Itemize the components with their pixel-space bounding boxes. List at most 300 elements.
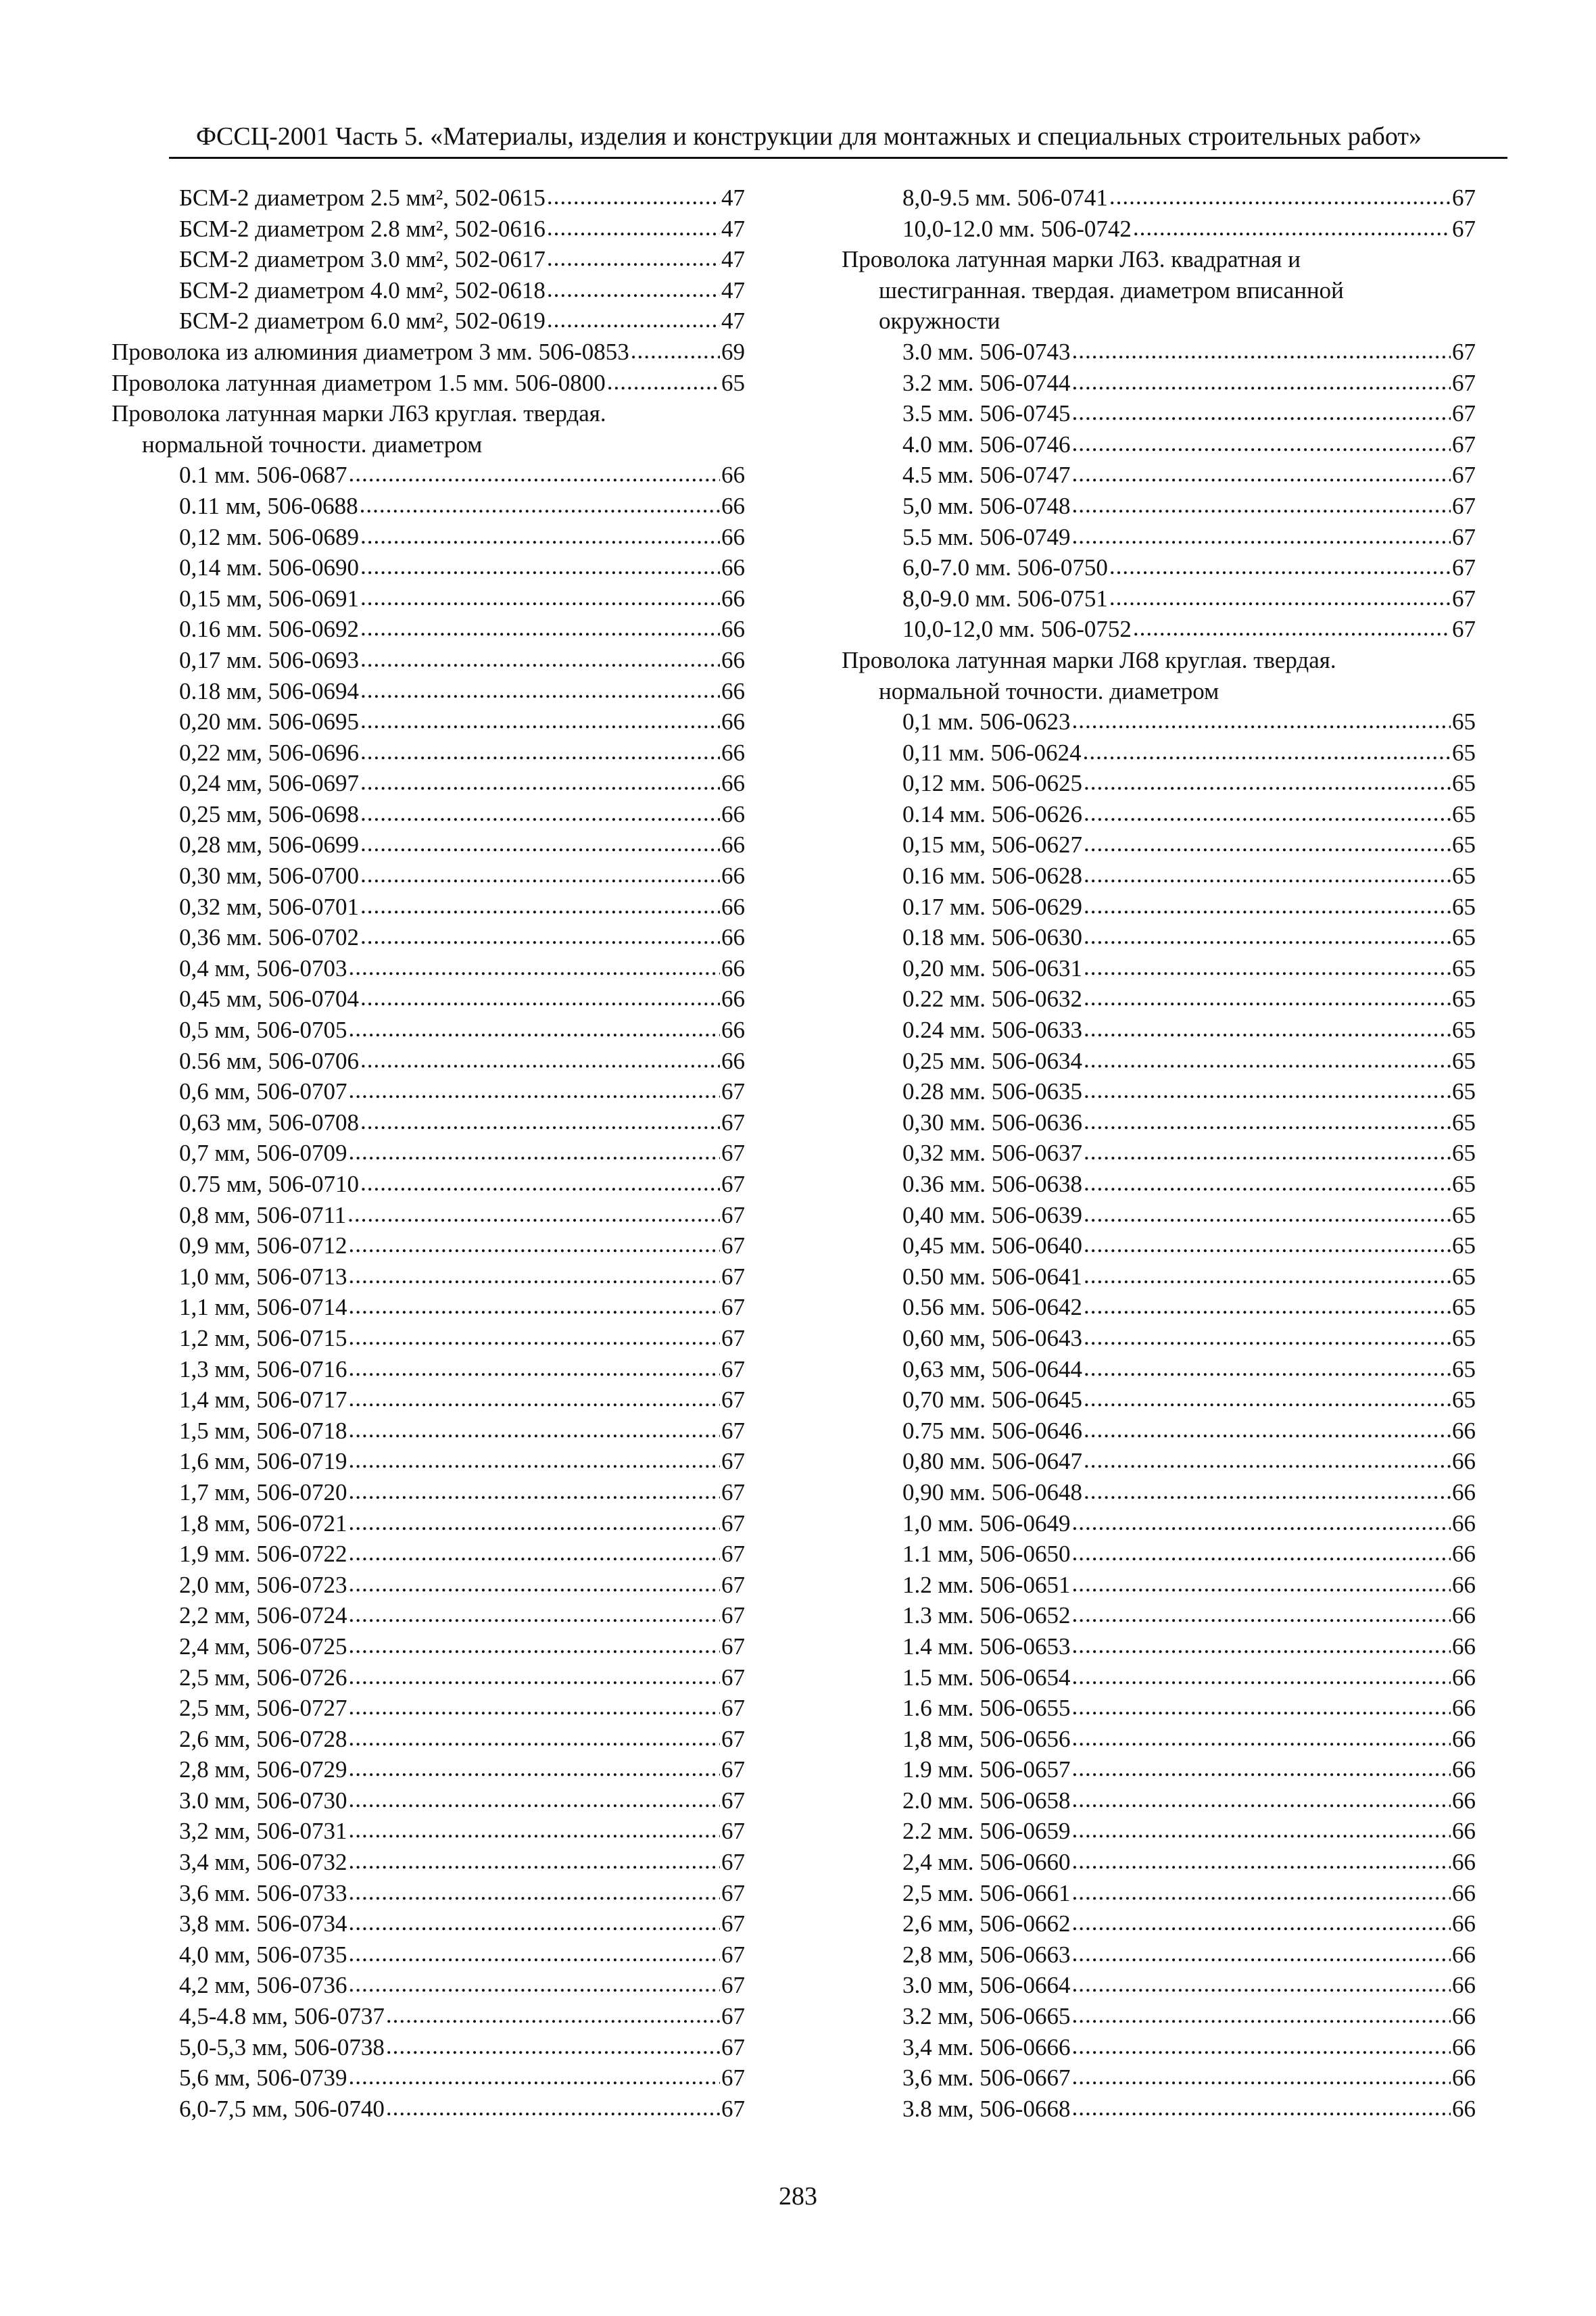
entry-label: 0,63 мм, 506-0708 <box>179 1109 359 1136</box>
entry-page-number: 67 <box>1452 431 1476 458</box>
entry-page-number: 66 <box>1452 1448 1476 1475</box>
entry-page-number: 65 <box>1452 1047 1476 1074</box>
dot-leader <box>1071 1814 1451 1845</box>
entry-page-number: 67 <box>721 1910 745 1937</box>
dot-leader <box>1109 582 1451 613</box>
entry-label: 0.1 мм. 506-0687 <box>179 462 347 489</box>
index-entry <box>842 1878 1476 1909</box>
entry-page-number: 67 <box>1452 585 1476 612</box>
entry-page-number: 67 <box>721 1355 745 1382</box>
entry-label: 2,8 мм, 506-0663 <box>902 1941 1071 1968</box>
dot-leader <box>1071 1877 1451 1908</box>
entry-page-number: 66 <box>721 770 745 797</box>
index-entry <box>112 1631 745 1662</box>
index-entry <box>112 1354 745 1385</box>
dot-leader <box>631 335 720 366</box>
index-entry <box>112 1908 745 1939</box>
index-entry <box>112 1138 745 1169</box>
entry-page-number: 67 <box>721 1417 745 1444</box>
index-entry <box>842 1046 1476 1077</box>
entry-page-number: 67 <box>1452 185 1476 211</box>
dot-leader <box>1084 828 1451 859</box>
dot-leader <box>1084 798 1451 829</box>
entry-label: 0,32 мм. 506-0637 <box>902 1140 1082 1167</box>
entry-page-number: 66 <box>1452 2065 1476 2092</box>
dot-leader <box>1084 1199 1451 1230</box>
entry-label: 3,8 мм. 506-0734 <box>179 1910 347 1937</box>
index-entry <box>112 1508 745 1539</box>
entry-page-number: 67 <box>721 1756 745 1783</box>
entry-label: БСМ-2 диаметром 2.8 мм², 502-0616 <box>179 215 546 242</box>
entry-page-number: 65 <box>1452 770 1476 797</box>
entry-page-number: 67 <box>1452 616 1476 643</box>
index-entry <box>112 1724 745 1755</box>
dot-leader <box>360 921 720 952</box>
index-entry <box>842 1323 1476 1354</box>
entry-label: 0,24 мм, 506-0697 <box>179 770 359 797</box>
entry-label: БСМ-2 диаметром 3.0 мм², 502-0617 <box>179 246 546 273</box>
dot-leader <box>1071 366 1451 397</box>
entry-page-number: 66 <box>721 492 745 519</box>
entry-page-number: 67 <box>721 1324 745 1351</box>
dot-leader <box>1084 1322 1451 1353</box>
entry-page-number: 66 <box>1452 1602 1476 1629</box>
entry-label: 1,4 мм, 506-0717 <box>179 1386 347 1414</box>
entry-page-number: 66 <box>1452 1633 1476 1660</box>
index-entry <box>112 953 745 984</box>
index-entry <box>112 1477 745 1508</box>
entry-label: 5,0-5,3 мм, 506-0738 <box>179 2033 385 2060</box>
dot-leader <box>348 1383 720 1414</box>
entry-label: 4.5 мм. 506-0747 <box>902 462 1071 489</box>
dot-leader <box>348 1969 720 2000</box>
index-entry <box>112 1539 745 1570</box>
index-entry <box>842 1785 1476 1816</box>
entry-label: 8,0-9.0 мм. 506-0751 <box>902 585 1108 612</box>
dot-leader <box>360 521 720 552</box>
entry-label: 2,4 мм, 506-0725 <box>179 1633 347 1660</box>
index-entry <box>112 892 745 923</box>
index-heading: окружности <box>879 308 1000 335</box>
entry-page-number: 67 <box>1452 215 1476 242</box>
entry-label: 2,6 мм, 506-0662 <box>902 1910 1071 1937</box>
dot-leader <box>348 1753 720 1784</box>
entry-label: 1,8 мм, 506-0656 <box>902 1725 1071 1752</box>
entry-label: 0.16 мм. 506-0628 <box>902 863 1082 890</box>
index-entry <box>842 892 1476 923</box>
dot-leader <box>348 1537 720 1568</box>
entry-page-number: 67 <box>721 1109 745 1136</box>
entry-page-number: 66 <box>721 924 745 951</box>
entry-label: 0,5 мм, 506-0705 <box>179 1017 347 1044</box>
dot-leader <box>348 1260 720 1291</box>
entry-label: 1,0 мм, 506-0713 <box>179 1263 347 1290</box>
dot-leader <box>360 798 720 829</box>
dot-leader <box>348 1722 720 1754</box>
entry-label: 1.5 мм. 506-0654 <box>902 1664 1071 1691</box>
dot-leader <box>360 489 720 521</box>
index-entry <box>112 2062 745 2094</box>
dot-leader <box>1109 551 1451 582</box>
dot-leader <box>360 828 720 859</box>
entry-page-number: 67 <box>721 2033 745 2060</box>
dot-leader <box>1084 952 1451 983</box>
dot-leader <box>348 1784 720 1815</box>
entry-page-number: 65 <box>1452 955 1476 982</box>
entry-label: 3,6 мм. 506-0667 <box>902 2065 1071 2092</box>
index-entry <box>112 1693 745 1724</box>
index-entry <box>842 1539 1476 1570</box>
index-entry <box>112 1292 745 1323</box>
entry-label: 5,0 мм. 506-0748 <box>902 492 1071 519</box>
entry-label: 0,11 мм. 506-0624 <box>902 739 1082 766</box>
dot-leader <box>348 1013 720 1044</box>
dot-leader <box>1084 1353 1451 1384</box>
running-header: ФССЦ-2001 Часть 5. «Материалы, изделия и конструкции для монтажных и специальных строительных работ» <box>196 122 1422 151</box>
entry-label: 1,8 мм, 506-0721 <box>179 1510 347 1537</box>
entry-label: 3,4 мм. 506-0666 <box>902 2033 1071 2060</box>
entry-page-number: 47 <box>721 185 745 211</box>
entry-page-number: 66 <box>721 1047 745 1074</box>
entry-page-number: 67 <box>721 1633 745 1660</box>
entry-label: 1,1 мм, 506-0714 <box>179 1294 347 1321</box>
dot-leader <box>1133 212 1451 243</box>
index-entry <box>112 1847 745 1878</box>
entry-page-number: 65 <box>1452 924 1476 951</box>
index-entry <box>112 1261 745 1293</box>
entry-label: 0.18 мм. 506-0630 <box>902 924 1082 951</box>
entry-label: 0,28 мм, 506-0699 <box>179 831 359 859</box>
entry-page-number: 67 <box>721 1879 745 1906</box>
index-entry <box>842 1662 1476 1693</box>
entry-label: 1.1 мм, 506-0650 <box>902 1541 1071 1568</box>
dot-leader <box>1071 428 1451 459</box>
entry-label: 0.50 мм. 506-0641 <box>902 1263 1082 1290</box>
entry-label: 0,80 мм. 506-0647 <box>902 1448 1082 1475</box>
dot-leader <box>1071 397 1451 428</box>
index-entry <box>112 706 745 738</box>
entry-page-number: 67 <box>721 1171 745 1197</box>
entry-page-number: 67 <box>721 1294 745 1321</box>
entry-label: 4,5-4.8 мм, 506-0737 <box>179 2003 385 2030</box>
entry-page-number: 66 <box>721 955 745 982</box>
entry-label: 0,20 мм. 506-0631 <box>902 955 1082 982</box>
dot-leader <box>348 1877 720 1908</box>
index-entry <box>842 1908 1476 1939</box>
index-entry <box>112 1570 745 1601</box>
index-column-left <box>112 183 745 2124</box>
dot-leader <box>1071 1507 1451 1538</box>
index-entry <box>112 922 745 953</box>
dot-leader <box>360 982 720 1013</box>
entry-label: 0.18 мм, 506-0694 <box>179 677 359 704</box>
entry-label: 1.4 мм. 506-0653 <box>902 1633 1071 1660</box>
index-entry <box>842 1107 1476 1138</box>
entry-page-number: 65 <box>1452 831 1476 859</box>
index-entry <box>842 491 1476 522</box>
entry-page-number: 66 <box>1452 1510 1476 1537</box>
index-entry <box>842 337 1476 368</box>
header-rule <box>169 157 1507 159</box>
dot-leader <box>1071 1753 1451 1784</box>
index-entry <box>842 1693 1476 1724</box>
entry-page-number: 65 <box>1452 1017 1476 1044</box>
dot-leader <box>348 1476 720 1507</box>
index-entry <box>842 1200 1476 1231</box>
entry-page-number: 66 <box>721 708 745 735</box>
dot-leader <box>386 2000 720 2031</box>
entry-page-number: 66 <box>1452 2033 1476 2060</box>
entry-page-number: 67 <box>721 1571 745 1598</box>
entry-label: 0.75 мм, 506-0710 <box>179 1171 359 1197</box>
entry-page-number: 66 <box>1452 2003 1476 2030</box>
entry-label: 2,6 мм, 506-0728 <box>179 1725 347 1752</box>
entry-label: 0,40 мм. 506-0639 <box>902 1201 1082 1228</box>
dot-leader <box>1071 1969 1451 2000</box>
index-entry <box>842 1292 1476 1323</box>
entry-page-number: 66 <box>721 1017 745 1044</box>
index-entry <box>842 984 1476 1015</box>
index-entry <box>842 1015 1476 1046</box>
dot-leader <box>348 1507 720 1538</box>
entry-label: 4,0 мм, 506-0735 <box>179 1941 347 1968</box>
entry-page-number: 67 <box>721 1972 745 1999</box>
dot-leader <box>1071 1537 1451 1568</box>
entry-label: 2,5 мм, 506-0726 <box>179 1664 347 1691</box>
index-entry <box>842 953 1476 984</box>
dot-leader <box>1084 1075 1451 1106</box>
entry-page-number: 66 <box>721 739 745 766</box>
entry-label: 0,45 мм. 506-0640 <box>902 1232 1082 1259</box>
index-entry <box>112 337 745 368</box>
entry-label: 0,32 мм, 506-0701 <box>179 893 359 920</box>
entry-label: 1,2 мм, 506-0715 <box>179 1324 347 1351</box>
index-entry <box>112 1662 745 1693</box>
index-entry <box>842 1230 1476 1261</box>
index-entry <box>112 799 745 830</box>
index-entry <box>112 861 745 892</box>
index-entry <box>112 1816 745 1847</box>
index-entry <box>842 799 1476 830</box>
index-entry <box>112 1878 745 1909</box>
index-entry <box>112 1046 745 1077</box>
entry-label: 3.5 мм. 506-0745 <box>902 400 1071 427</box>
entry-page-number: 66 <box>721 863 745 890</box>
entry-label: 5,6 мм, 506-0739 <box>179 2065 347 2092</box>
dot-leader <box>348 1938 720 1969</box>
dot-leader <box>348 1445 720 1476</box>
entry-label: 3,6 мм. 506-0733 <box>179 1879 347 1906</box>
index-entry <box>112 1230 745 1261</box>
dot-leader <box>348 1229 720 1260</box>
dot-leader <box>348 1568 720 1599</box>
entry-label: 0,14 мм. 506-0690 <box>179 554 359 581</box>
dot-leader <box>1084 921 1451 952</box>
index-entry <box>842 214 1476 245</box>
entry-label: Проволока из алюминия диаметром 3 мм. 506-0853 <box>112 338 629 365</box>
dot-leader <box>1084 1476 1451 1507</box>
entry-page-number: 66 <box>721 986 745 1013</box>
dot-leader <box>1084 1044 1451 1076</box>
index-entry <box>112 552 745 583</box>
entry-page-number: 66 <box>1452 2095 1476 2122</box>
entry-page-number: 47 <box>721 276 745 304</box>
entry-label: 1.6 мм. 506-0655 <box>902 1695 1071 1722</box>
entry-label: 3.0 мм, 506-0730 <box>179 1787 347 1814</box>
entry-page-number: 66 <box>1452 1664 1476 1691</box>
entry-label: 0,6 мм, 506-0707 <box>179 1078 347 1105</box>
index-entry <box>112 984 745 1015</box>
entry-page-number: 66 <box>1452 1725 1476 1752</box>
dot-leader <box>348 1322 720 1353</box>
entry-label: 6,0-7.0 мм. 506-0750 <box>902 554 1108 581</box>
index-entry <box>842 829 1476 861</box>
entry-page-number: 66 <box>1452 1417 1476 1444</box>
dot-leader <box>386 2031 720 2062</box>
dot-leader <box>1084 1290 1451 1322</box>
entry-page-number: 67 <box>721 1263 745 1290</box>
dot-leader <box>360 859 720 890</box>
dot-leader <box>1084 1167 1451 1199</box>
entry-label: 2,5 мм. 506-0661 <box>902 1879 1071 1906</box>
entry-label: 2,2 мм, 506-0724 <box>179 1602 347 1629</box>
entry-label: 0,60 мм, 506-0643 <box>902 1324 1082 1351</box>
entry-page-number: 65 <box>1452 1232 1476 1259</box>
dot-leader <box>1071 1599 1451 1630</box>
entry-label: 2,5 мм, 506-0727 <box>179 1695 347 1722</box>
entry-label: 0,15 мм, 506-0627 <box>902 831 1082 859</box>
index-entry <box>842 614 1476 645</box>
index-entry <box>842 552 1476 583</box>
index-entry <box>842 2062 1476 2094</box>
index-entry <box>112 1416 745 1447</box>
index-heading: нормальной точности. диаметром <box>879 677 1219 704</box>
entry-page-number: 65 <box>1452 1386 1476 1414</box>
entry-page-number: 65 <box>1452 893 1476 920</box>
page-number: 283 <box>779 2182 817 2211</box>
entry-label: 0.14 мм. 506-0626 <box>902 800 1082 827</box>
entry-page-number: 67 <box>1452 338 1476 365</box>
index-column-right <box>842 183 1476 2124</box>
entry-page-number: 66 <box>721 554 745 581</box>
index-entry <box>112 1785 745 1816</box>
entry-page-number: 66 <box>1452 1849 1476 1876</box>
index-entry <box>112 460 745 491</box>
entry-page-number: 65 <box>1452 1201 1476 1228</box>
index-entry <box>842 583 1476 614</box>
dot-leader <box>348 1353 720 1384</box>
dot-leader <box>1071 1722 1451 1754</box>
index-entry <box>112 522 745 553</box>
index-entry <box>842 1939 1476 1971</box>
dot-leader <box>1071 335 1451 366</box>
entry-label: 0,15 мм, 506-0691 <box>179 585 359 612</box>
entry-label: 0,90 мм. 506-0648 <box>902 1478 1082 1505</box>
index-entry <box>842 1970 1476 2001</box>
entry-label: 0,30 мм. 506-0636 <box>902 1109 1082 1136</box>
entry-label: 4,2 мм, 506-0736 <box>179 1972 347 1999</box>
entry-label: 3.2 мм. 506-0744 <box>902 369 1071 396</box>
dot-leader <box>360 582 720 613</box>
entry-page-number: 66 <box>1452 1941 1476 1968</box>
dot-leader <box>547 304 720 335</box>
index-entry <box>112 1754 745 1785</box>
index-entry <box>112 368 745 399</box>
index-heading: шестигранная. твердая. диаметром вписанной <box>879 276 1344 304</box>
index-entry <box>112 214 745 245</box>
entry-label: 0,22 мм, 506-0696 <box>179 739 359 766</box>
index-entry <box>842 1446 1476 1477</box>
index-entry <box>112 614 745 645</box>
entry-page-number: 67 <box>1452 400 1476 427</box>
dot-leader <box>1084 982 1451 1013</box>
index-heading: Проволока латунная марки Л63 круглая. твердая. <box>112 400 606 427</box>
entry-page-number: 47 <box>721 215 745 242</box>
entry-page-number: 66 <box>721 646 745 673</box>
entry-page-number: 67 <box>721 1386 745 1414</box>
entry-page-number: 65 <box>1452 1294 1476 1321</box>
dot-leader <box>547 212 720 243</box>
index-heading: Проволока латунная марки Л63. квадратная и <box>842 246 1301 273</box>
entry-page-number: 67 <box>721 1695 745 1722</box>
dot-leader <box>1084 859 1451 890</box>
entry-label: 3.0 мм, 506-0664 <box>902 1972 1071 1999</box>
index-entry <box>112 768 745 799</box>
entry-label: 0,20 мм. 506-0695 <box>179 708 359 735</box>
entry-label: 0,1 мм. 506-0623 <box>902 708 1071 735</box>
entry-label: 1,6 мм, 506-0719 <box>179 1448 347 1475</box>
dot-leader <box>348 1414 720 1445</box>
dot-leader <box>1071 2092 1451 2123</box>
entry-label: 1.9 мм. 506-0657 <box>902 1756 1071 1783</box>
entry-label: 0,70 мм. 506-0645 <box>902 1386 1082 1414</box>
index-entry <box>842 1138 1476 1169</box>
dot-leader <box>1084 1136 1451 1167</box>
index-entry <box>842 1261 1476 1293</box>
index-entry <box>842 1169 1476 1200</box>
entry-page-number: 67 <box>721 1664 745 1691</box>
entry-label: 2,8 мм, 506-0729 <box>179 1756 347 1783</box>
entry-page-number: 67 <box>721 1201 745 1228</box>
index-entry <box>842 1354 1476 1385</box>
index-entry <box>842 2001 1476 2032</box>
index-entry <box>842 2032 1476 2063</box>
dot-leader <box>1071 1630 1451 1661</box>
index-heading: Проволока латунная марки Л68 круглая. твердая. <box>842 646 1336 673</box>
entry-page-number: 65 <box>1452 1324 1476 1351</box>
entry-label: 0,12 мм. 506-0689 <box>179 523 359 550</box>
entry-page-number: 67 <box>721 1787 745 1814</box>
entry-page-number: 65 <box>1452 1109 1476 1136</box>
entry-page-number: 66 <box>1452 1879 1476 1906</box>
dot-leader <box>360 551 720 582</box>
entry-label: 0.56 мм, 506-0706 <box>179 1047 359 1074</box>
index-entry <box>112 1970 745 2001</box>
entry-page-number: 47 <box>721 246 745 273</box>
dot-leader <box>1071 1568 1451 1599</box>
index-entry <box>112 306 745 337</box>
entry-page-number: 67 <box>721 1448 745 1475</box>
index-entry <box>842 1754 1476 1785</box>
index-entry <box>112 583 745 614</box>
dot-leader <box>360 612 720 644</box>
index-entry <box>112 2001 745 2032</box>
entry-label: 0,36 мм. 506-0702 <box>179 924 359 951</box>
entry-page-number: 67 <box>1452 554 1476 581</box>
index-entry <box>112 829 745 861</box>
index-entry <box>112 1076 745 1107</box>
index-entry <box>842 1508 1476 1539</box>
